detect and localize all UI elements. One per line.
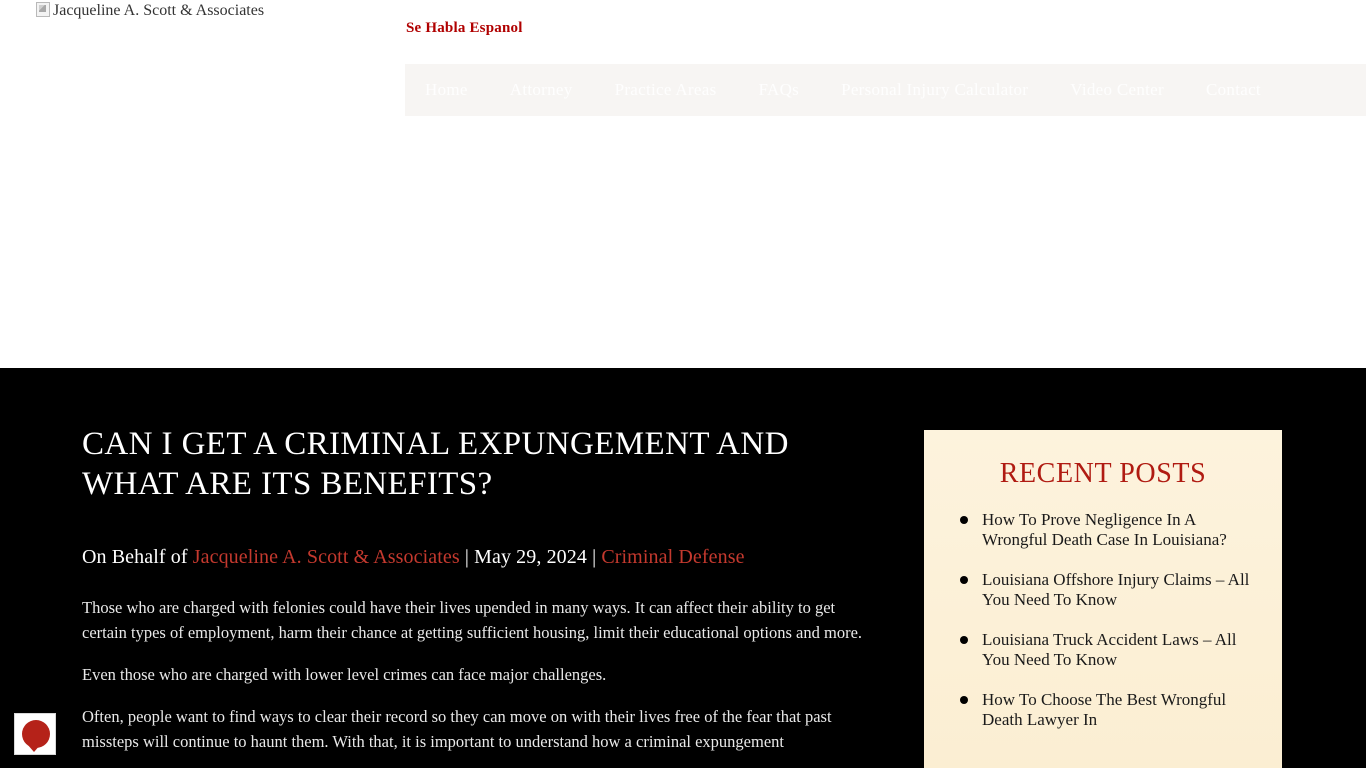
bullet-icon	[960, 696, 968, 704]
byline-date: May 29, 2024	[474, 546, 587, 568]
site-header	[0, 0, 1366, 368]
chat-bubble-icon	[22, 720, 50, 748]
recent-post-link[interactable]: Louisiana Truck Accident Laws – All You Need To Know	[982, 630, 1237, 669]
page-title: CAN I GET A CRIMINAL EXPUNGEMENT AND WHAT ARE ITS BENEFITS?	[82, 426, 789, 502]
recent-post-link[interactable]: How To Choose The Best Wrongful Death Lawyer In	[982, 690, 1227, 729]
article-body	[82, 595, 882, 754]
list-item[interactable]	[960, 510, 1264, 550]
article	[82, 424, 882, 768]
bullet-icon	[960, 636, 968, 644]
list-item[interactable]	[960, 570, 1264, 610]
article-paragraph: Even those who are charged with lower level crimes can face major challenges.	[82, 665, 607, 684]
nav-item-home[interactable]: Home	[425, 80, 468, 99]
recent-posts-heading: RECENT POSTS	[999, 458, 1207, 489]
broken-image-icon	[36, 2, 50, 17]
nav-item-personal-injury-calculator[interactable]: Personal Injury Calculator	[841, 80, 1029, 99]
byline-firm-link[interactable]: Jacqueline A. Scott & Associates	[192, 546, 460, 568]
recent-posts-sidebar	[924, 430, 1282, 768]
recent-posts-list	[924, 510, 1282, 730]
site-logo-alt-text: Jacqueline A. Scott & Associates	[53, 2, 265, 19]
nav-item-attorney[interactable]: Attorney	[509, 80, 573, 99]
recent-post-link[interactable]: How To Prove Negligence In A Wrongful Death Case In Louisiana?	[982, 510, 1227, 549]
list-item[interactable]	[960, 690, 1264, 730]
chat-widget-button[interactable]	[14, 713, 56, 755]
byline-separator-1: |	[464, 546, 470, 568]
se-habla-espanol-tagline: Se Habla Espanol	[406, 20, 523, 36]
nav-item-practice-areas[interactable]: Practice Areas	[614, 80, 717, 99]
nav-item-contact[interactable]: Contact	[1205, 80, 1261, 99]
nav-item-faqs[interactable]: FAQs	[758, 80, 800, 99]
article-paragraph: Often, people want to find ways to clear their record so they can move on with their lives free of the fear that past missteps will continue to haunt them. With that, it is important to understand how a criminal expungement	[82, 707, 832, 751]
main-content	[0, 368, 1366, 768]
article-byline	[82, 546, 882, 569]
byline-category-link[interactable]: Criminal Defense	[601, 546, 745, 568]
nav-item-video-center[interactable]: Video Center	[1070, 80, 1164, 99]
byline-prefix: On Behalf of	[82, 546, 188, 568]
article-paragraph: Those who are charged with felonies could have their lives upended in many ways. It can affect their ability to get certain types of employment, harm their chance at getting sufficient housing, limit their educational options and more.	[82, 598, 863, 642]
recent-post-link[interactable]: Louisiana Offshore Injury Claims – All You Need To Know	[982, 570, 1250, 609]
list-item[interactable]	[960, 630, 1264, 670]
bullet-icon	[960, 516, 968, 524]
bullet-icon	[960, 576, 968, 584]
site-logo[interactable]	[36, 2, 264, 20]
main-navigation	[405, 64, 1366, 116]
byline-separator-2: |	[592, 546, 597, 568]
